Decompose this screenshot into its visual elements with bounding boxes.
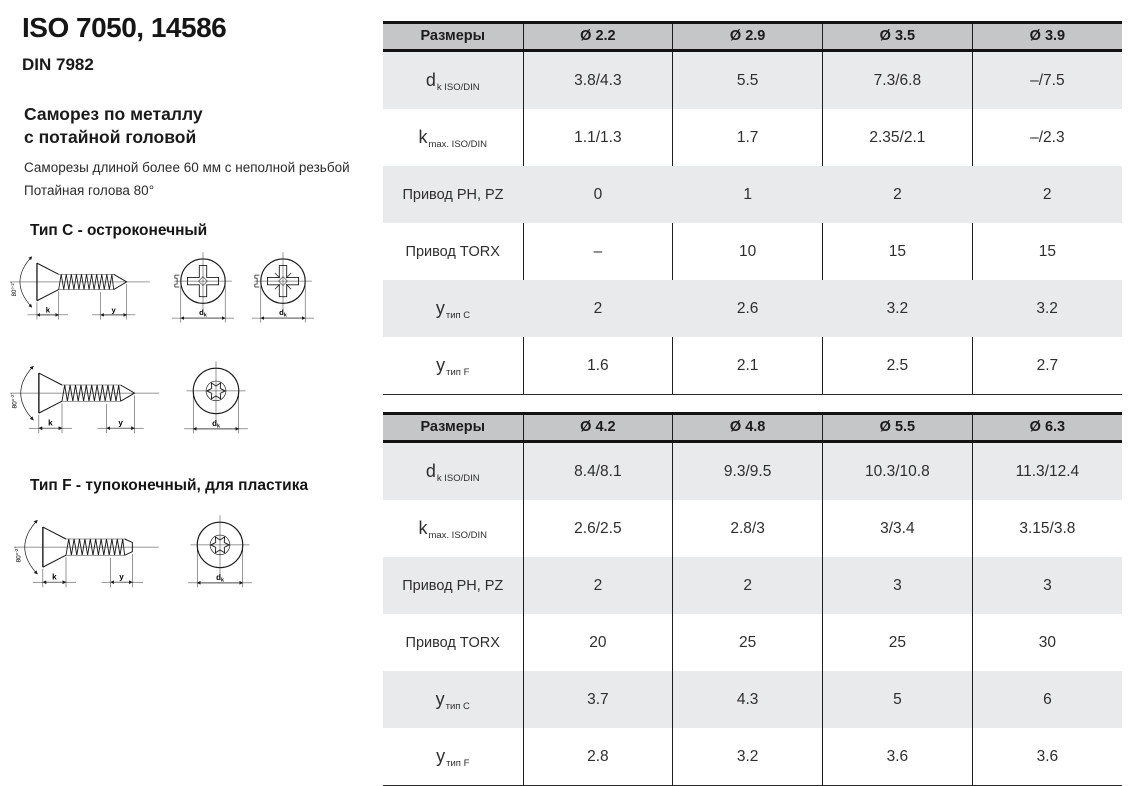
table-row-y-type-c [383,280,1122,337]
row-label: $k_{max. ISO/DIN}$ [418,518,488,541]
table-row-drive-torx [383,223,1122,280]
type-f-drawing-row [12,510,258,595]
value-cell: 2.1 [673,337,823,395]
value-cell: 3.6 [972,728,1122,786]
table-row-dk [383,442,1122,501]
value-cell: 2.8 [523,728,673,786]
column-header-diameter: Ø 6.3 [972,414,1122,442]
value-cell: 2 [523,557,673,614]
value-cell: 3.2 [972,280,1122,337]
column-header-diameter: Ø 2.2 [523,23,673,51]
value-cell: 9.3/9.5 [673,442,823,501]
screw-side-view-pointed-icon [8,356,170,441]
table-row-drive-ph-pz [383,166,1122,223]
product-name-line2: с потайной головой [24,127,197,148]
value-cell: 8.4/8.1 [523,442,673,501]
value-cell: 6 [972,671,1122,728]
value-cell: 0 [523,166,673,223]
value-cell: –/7.5 [972,51,1122,110]
type-f-heading: Тип F - тупоконечный, для пластика [30,477,309,494]
torx-recess-icon [178,356,254,441]
value-cell: 3.15/3.8 [972,500,1122,557]
column-header-diameter: Ø 5.5 [823,414,973,442]
column-header-diameter: Ø 4.2 [523,414,673,442]
note-line2: Потайная голова 80° [24,182,155,198]
row-label: $y_{тип C}$ [383,280,523,337]
product-notes [24,157,350,203]
value-cell: 3/3.4 [823,500,973,557]
ph-recess-icon [166,247,240,330]
value-cell: 3 [823,557,973,614]
screw-side-view-blunt-icon [12,510,174,595]
value-cell: 30 [972,614,1122,671]
type-c-drawing-row [8,247,320,330]
column-header-sizes: Размеры [383,414,523,442]
value-cell: 3.2 [673,728,823,786]
value-cell: 25 [673,614,823,671]
row-label: Привод PH, PZ [383,557,523,614]
value-cell: 3.7 [523,671,673,728]
table-row-y-type-f [383,337,1122,395]
value-cell: 4.3 [673,671,823,728]
value-cell: 2.5 [823,337,973,395]
row-label: $d_{k ISO/DIN}$ [383,442,523,501]
column-header-diameter: Ø 2.9 [673,23,823,51]
table-row-kmax [383,109,1122,166]
value-cell: 25 [823,614,973,671]
type-c-heading: Тип C - остроконечный [30,222,208,239]
row-label: $y_{тип F}$ [383,337,523,395]
value-cell: 2.6/2.5 [523,500,673,557]
column-header-sizes: Размеры [383,23,523,51]
note-line1: Саморезы длиной более 60 мм с неполной резьбой [24,160,350,175]
value-cell: 15 [823,223,973,280]
table-row-kmax [383,500,1122,557]
value-cell: 2.7 [972,337,1122,395]
value-cell: 10.3/10.8 [823,442,973,501]
screw-side-view-pointed-icon [8,247,160,327]
value-cell: 2 [523,280,673,337]
table-row-y-type-f [383,728,1122,786]
value-cell: 2 [823,166,973,223]
din-standard-title: DIN 7982 [22,55,94,74]
table-row-drive-torx [383,614,1122,671]
value-cell: 5.5 [673,51,823,110]
column-header-diameter: Ø 4.8 [673,414,823,442]
value-cell: – [523,223,673,280]
value-cell: 1.7 [673,109,823,166]
row-label: Привод TORX [405,634,500,651]
table-row-y-type-c [383,671,1122,728]
row-label: $y_{тип C}$ [383,671,523,728]
column-header-diameter: Ø 3.9 [972,23,1122,51]
value-cell: 2.8/3 [673,500,823,557]
value-cell: 2 [972,166,1122,223]
value-cell: 2 [673,557,823,614]
table-header-row [383,23,1122,51]
table-header-row [383,414,1122,442]
value-cell: 5 [823,671,973,728]
value-cell: 3.6 [823,728,973,786]
tables-panel [383,21,1122,786]
torx-recess-icon [182,510,258,595]
value-cell: 15 [972,223,1122,280]
value-cell: 3.2 [823,280,973,337]
product-name [24,103,203,149]
value-cell: 1 [673,166,823,223]
value-cell: 3.8/4.3 [523,51,673,110]
value-cell: 11.3/12.4 [972,442,1122,501]
pz-recess-icon [246,247,320,330]
dimensions-table-large-diameters [383,412,1122,786]
value-cell: 10 [673,223,823,280]
product-name-line1: Саморез по металлу [24,104,203,124]
row-label: Привод PH, PZ [383,166,523,223]
value-cell: 1.6 [523,337,673,395]
value-cell: 2.35/2.1 [823,109,973,166]
type-c-torx-drawing-row [8,356,254,441]
column-header-diameter: Ø 3.5 [823,23,973,51]
value-cell: 3 [972,557,1122,614]
value-cell: 1.1/1.3 [523,109,673,166]
page-title: ISO 7050, 14586 [22,12,227,43]
value-cell: –/2.3 [972,109,1122,166]
value-cell: 2.6 [673,280,823,337]
row-label: $y_{тип F}$ [383,728,523,786]
row-label: $k_{max. ISO/DIN}$ [418,127,488,150]
dimensions-table-small-diameters [383,21,1122,395]
value-cell: 20 [523,614,673,671]
table-row-dk [383,51,1122,110]
row-label: $d_{k ISO/DIN}$ [383,51,523,110]
row-label: Привод TORX [405,243,500,260]
table-row-drive-ph-pz [383,557,1122,614]
value-cell: 7.3/6.8 [823,51,973,110]
